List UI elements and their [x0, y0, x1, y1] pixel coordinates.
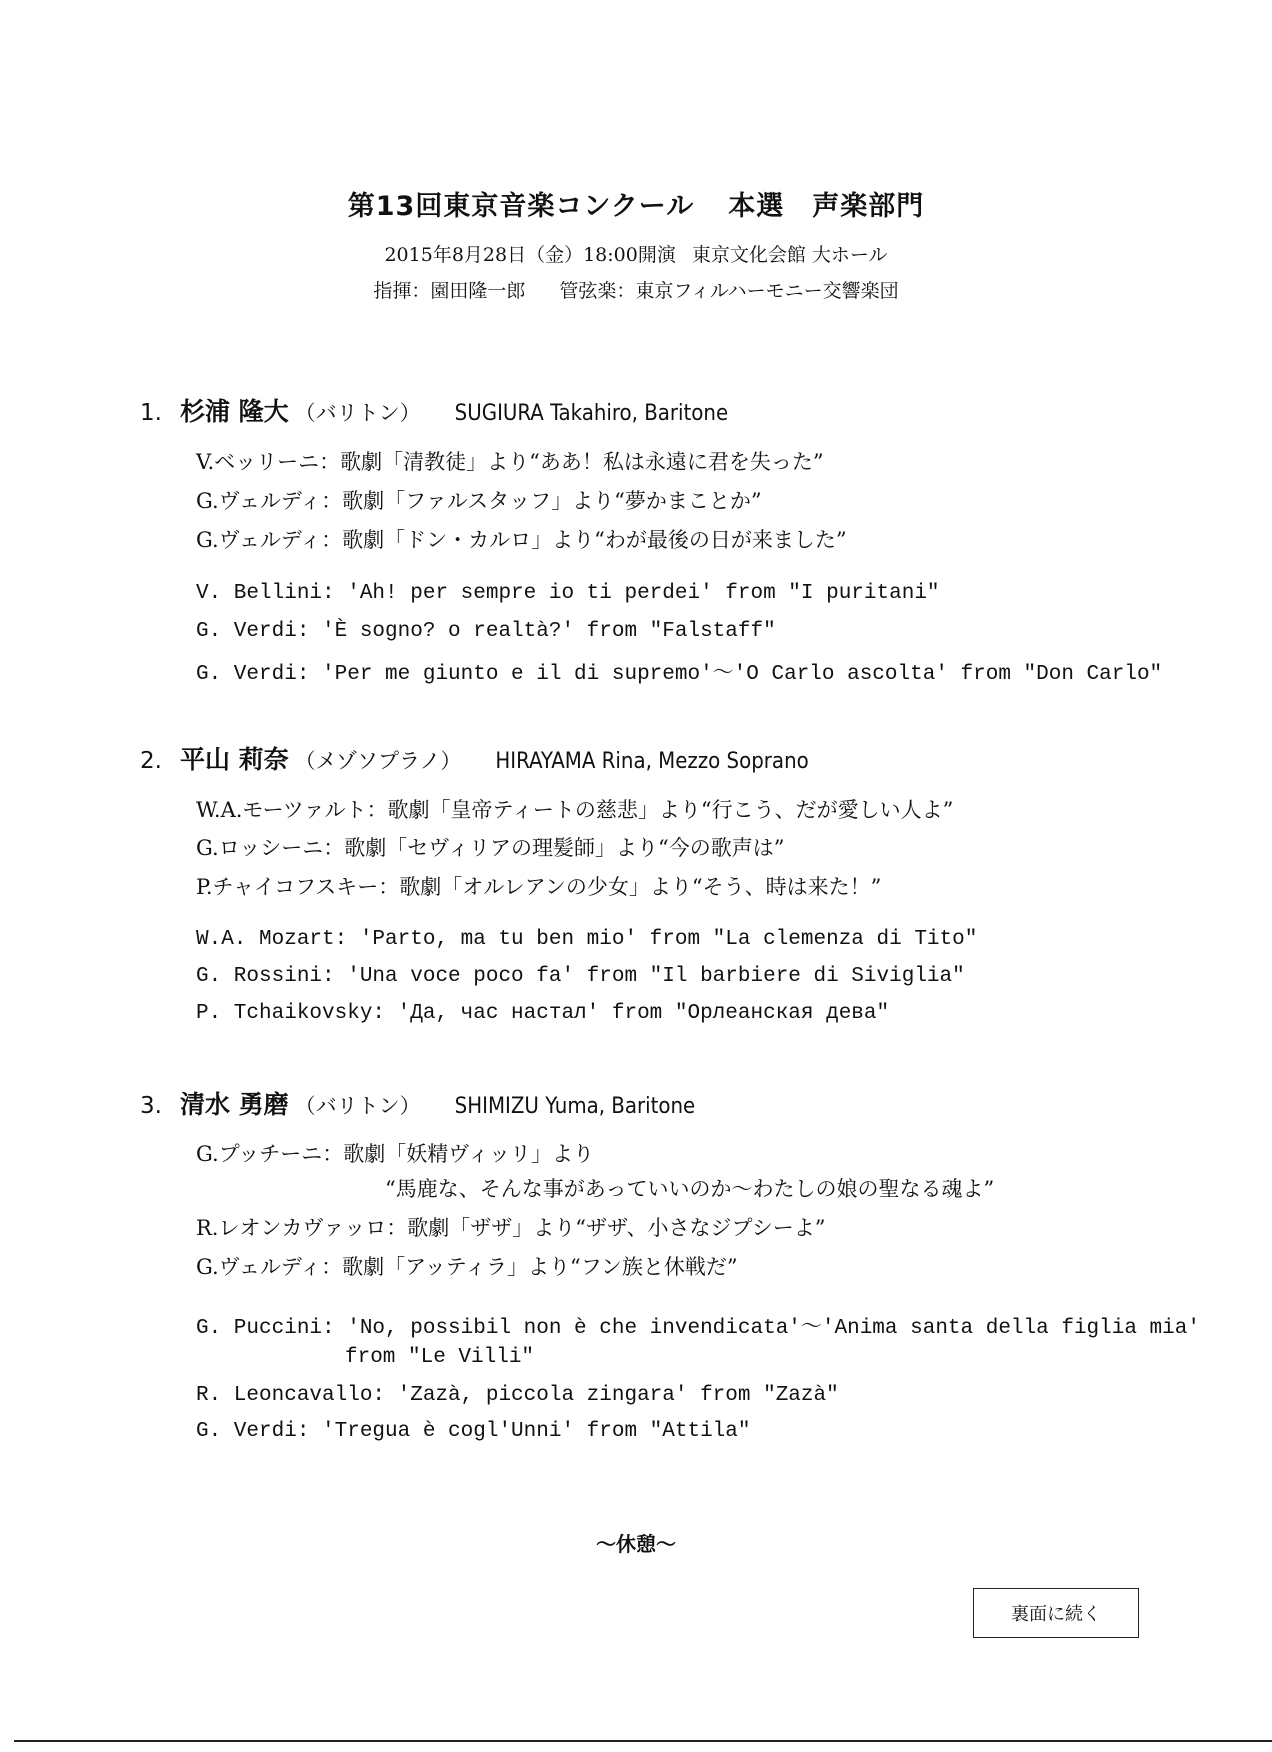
contestant-name-roman: SHIMIZU Yuma, Baritone: [454, 1094, 696, 1119]
program-jp-line: P.チャイコフスキー：歌劇「オルレアンの少女」より“そう、時は来た！”: [196, 875, 882, 899]
date-venue-line: [0, 240, 1272, 267]
program-jp-line: R.レオンカヴァッロ：歌劇「ザザ」より“ザザ、小さなジプシーよ”: [196, 1216, 826, 1240]
contestant-name-jp: 清水 勇磨: [179, 1090, 289, 1119]
contestant-2-heading: [140, 740, 809, 776]
contestant-number: 1.: [140, 400, 162, 426]
program-jp-line: G.ヴェルディ：歌劇「ドン・カルロ」より“わが最後の日が来ました”: [196, 528, 847, 552]
program-en-line: G. Verdi: 'Per me giunto e il di supremo'～'O Carlo ascolta' from "Don Carlo": [196, 663, 1163, 686]
page-title: [0, 184, 1272, 223]
venue: 東京文化会館 大ホール: [691, 244, 888, 266]
program-jp-line: G.ロッシーニ：歌劇「セヴィリアの理髪師」より“今の歌声は”: [196, 836, 785, 860]
contestant-name-roman: HIRAYAMA Rina, Mezzo Soprano: [495, 749, 809, 774]
date-time: 2015年8月28日（金）18:00開演: [384, 244, 676, 266]
contestant-name-jp: 平山 莉奈: [179, 745, 289, 774]
performers-line: [0, 276, 1272, 303]
contestant-number: 3.: [140, 1093, 162, 1119]
contestant-voice-jp: （バリトン）: [294, 1094, 421, 1118]
continue-note: 裏面に続く: [1011, 1604, 1101, 1625]
title-main: 第13回東京音楽コンクール: [347, 191, 695, 222]
program-en-line: from "Le Villi": [345, 1346, 535, 1369]
program-jp-line: V.ベッリーニ：歌劇「清教徒」より“ああ！私は永遠に君を失った”: [196, 450, 824, 474]
program-jp-line: G.ヴェルディ：歌劇「ファルスタッフ」より“夢かまことか”: [196, 489, 762, 513]
program-en-line: W.A. Mozart: 'Parto, ma tu ben mio' from "La clemenza di Tito": [196, 928, 978, 951]
program-en-line: P. Tchaikovsky: 'Да, час настал' from "Орлеанская дева": [196, 1002, 890, 1025]
intermission-label: ～休憩～: [596, 1532, 676, 1556]
program-en-line: R. Leoncavallo: 'Zazà, piccola zingara' from "Zazà": [196, 1384, 839, 1407]
program-jp-line: G.ヴェルディ：歌劇「アッティラ」より“フン族と休戦だ”: [196, 1255, 738, 1279]
title-part1: 本選: [728, 191, 785, 222]
contestant-name-jp: 杉浦 隆大: [179, 397, 289, 426]
contestant-3-heading: [140, 1085, 695, 1121]
continue-note-box: [973, 1588, 1139, 1638]
program-en-line: G. Puccini: 'No, possibil non è che invendicata'～'Anima santa della figlia mia': [196, 1317, 1200, 1340]
title-part2: 声楽部門: [812, 191, 925, 222]
contestant-name-roman: SUGIURA Takahiro, Baritone: [454, 401, 729, 426]
program-en-line: G. Verdi: 'È sogno? o realtà?' from "Falstaff": [196, 620, 776, 643]
program-en-line: V. Bellini: 'Ah! per sempre io ti perdei' from "I puritani": [196, 582, 940, 605]
conductor: 指揮：園田隆一郎: [373, 280, 526, 302]
contestant-voice-jp: （メゾソプラノ）: [294, 749, 462, 773]
contestant-number: 2.: [140, 748, 162, 774]
program-jp-line: W.A.モーツァルト：歌劇「皇帝ティートの慈悲」より“行こう、だが愛しい人よ”: [196, 798, 954, 822]
bottom-rule: [14, 1740, 1272, 1742]
program-en-line: G. Verdi: 'Tregua è cogl'Unni' from "Attila": [196, 1420, 751, 1443]
program-jp-line: “馬鹿な、そんな事があっていいのか～わたしの娘の聖なる魂よ”: [385, 1177, 995, 1201]
program-en-line: G. Rossini: 'Una voce poco fa' from "Il barbiere di Siviglia": [196, 965, 965, 988]
contestant-voice-jp: （バリトン）: [294, 401, 421, 425]
orchestra: 管弦楽：東京フィルハーモニー交響楽団: [559, 280, 899, 302]
contestant-1-heading: [140, 392, 728, 428]
program-jp-line: G.プッチーニ：歌劇「妖精ヴィッリ」より: [196, 1142, 594, 1166]
